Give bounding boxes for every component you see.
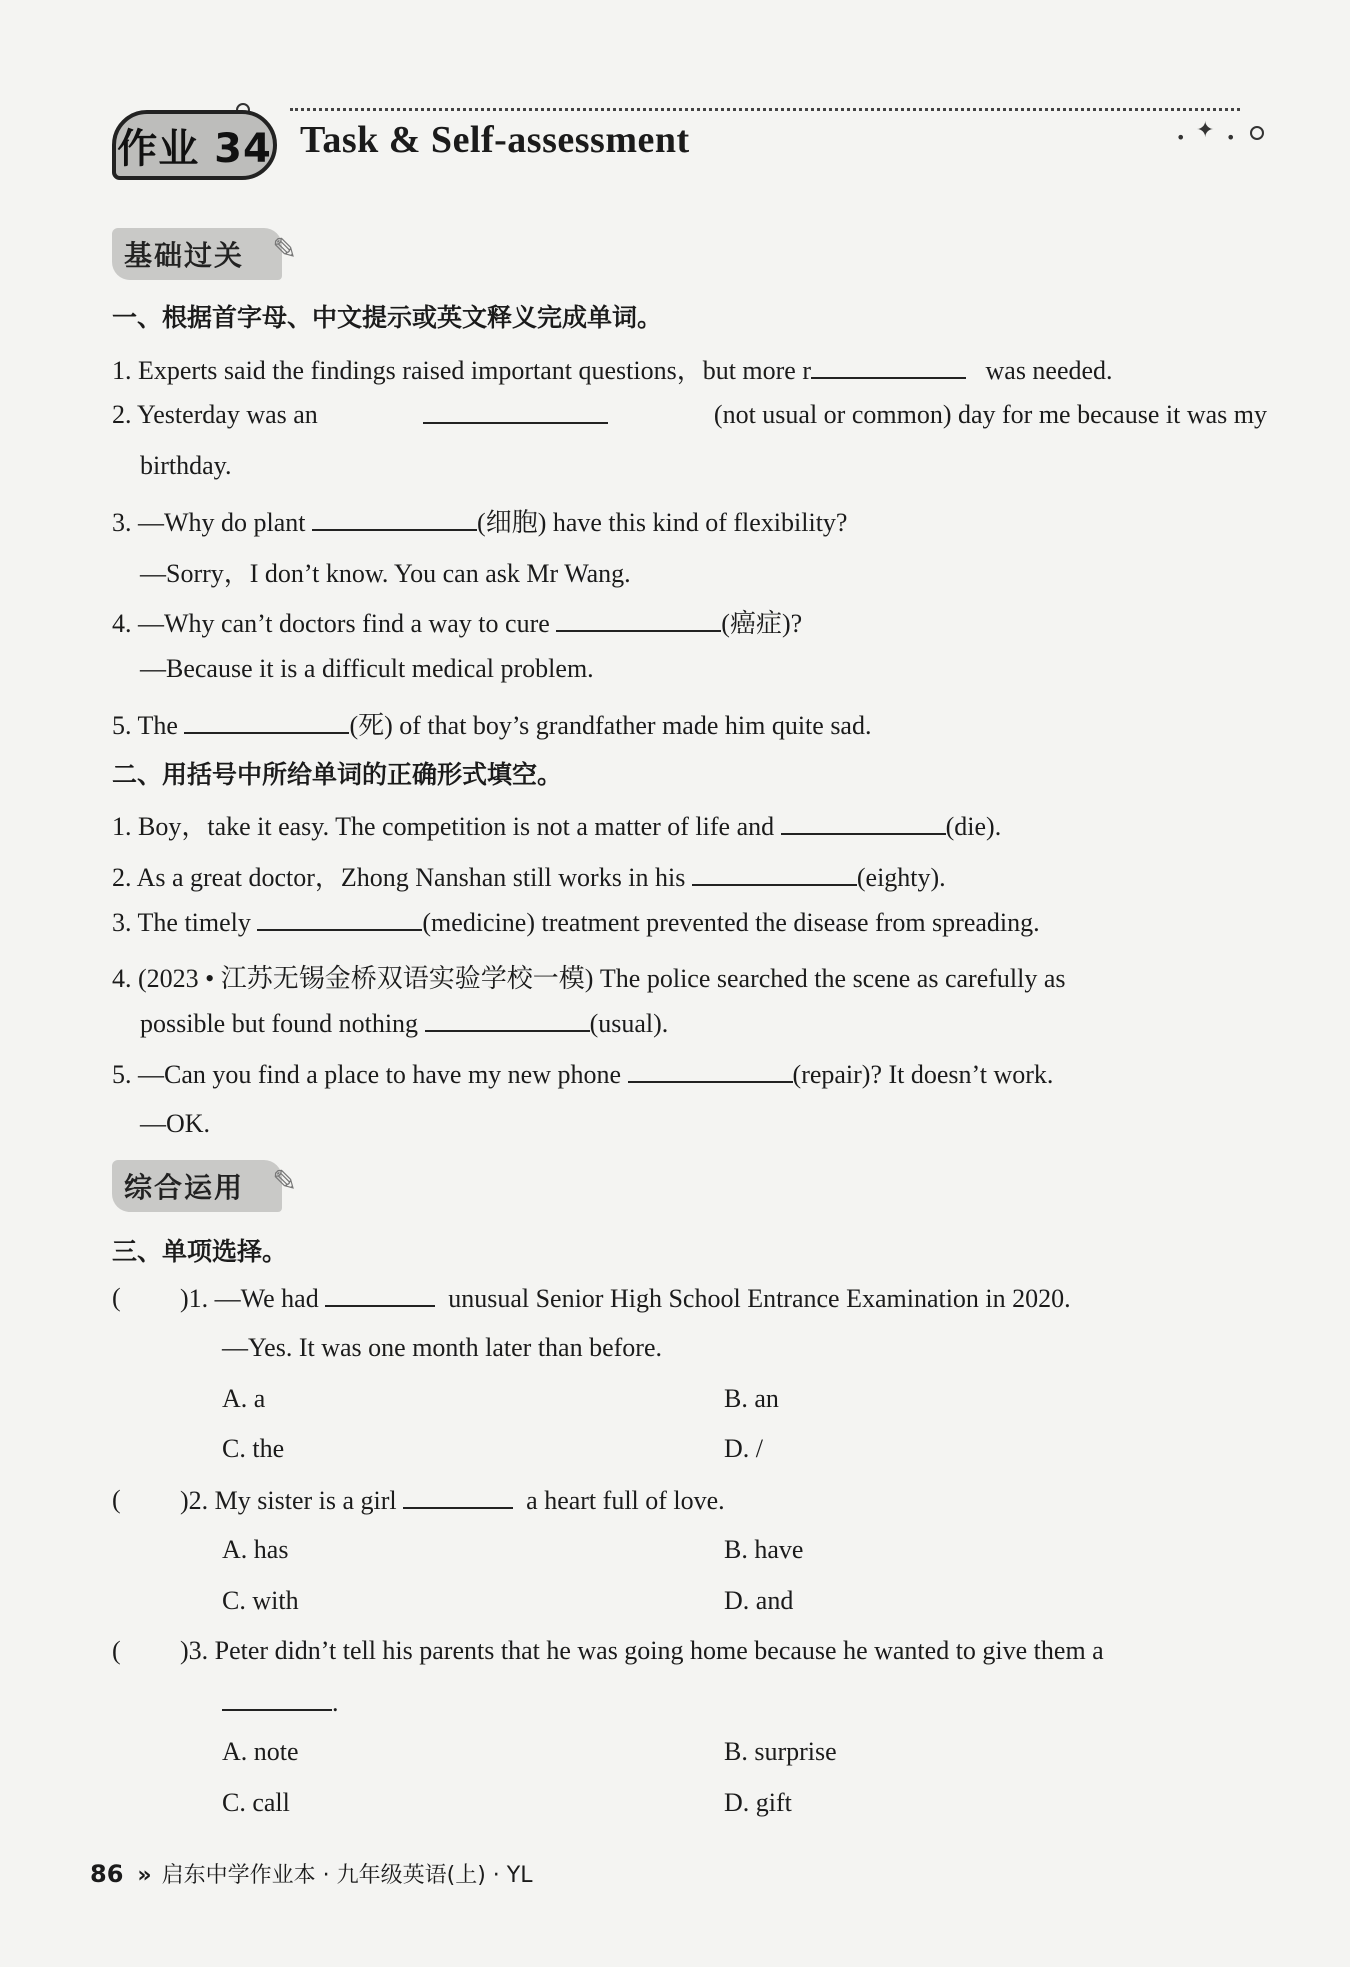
question-text: (死) of that boy’s grandfather made him quite sad.	[349, 711, 872, 740]
option-b[interactable]: B. have	[724, 1535, 804, 1564]
question-text: 4. —Why can’t doctors find a way to cure	[112, 609, 550, 638]
section-title: 综合运用	[124, 1171, 245, 1204]
answer-blank[interactable]	[692, 862, 857, 886]
homework-badge	[112, 110, 277, 180]
answer-blank[interactable]	[781, 811, 946, 835]
option-b[interactable]: B. an	[724, 1384, 779, 1413]
paren[interactable]: (	[112, 1283, 121, 1312]
question-text: 4. (2023 • 江苏无锡金桥双语实验学校一模) The police searched the scene as carefully as	[112, 964, 1066, 993]
answer-blank[interactable]	[184, 710, 349, 734]
sparkle-icon: ✦	[1196, 118, 1215, 143]
part1-heading: 一、根据首字母、中文提示或英文释义完成单词。	[112, 303, 663, 332]
part3-heading: 三、单项选择。	[112, 1237, 288, 1266]
option-d[interactable]: D. /	[724, 1434, 763, 1463]
page-title: Task & Self-assessment	[300, 119, 690, 161]
question-text: (repair)? It doesn’t work.	[792, 1060, 1054, 1089]
question-line	[180, 1283, 1071, 1314]
answer-blank[interactable]	[811, 355, 966, 379]
question-text: —Sorry，I don’t know. You can ask Mr Wang.	[140, 559, 631, 588]
question-text: 2. As a great doctor，Zhong Nanshan still works in his	[112, 863, 686, 892]
question-line	[112, 400, 1267, 430]
answer-blank[interactable]	[257, 907, 422, 931]
question-text: (usual).	[589, 1009, 669, 1038]
option-d[interactable]: D. gift	[724, 1788, 792, 1817]
homework-number: 作业 34	[117, 125, 272, 172]
page-number: 86	[90, 1860, 124, 1888]
question-text: —OK.	[140, 1109, 211, 1138]
question-text: )1. —We had	[180, 1284, 319, 1313]
question-text: 3. —Why do plant	[112, 508, 306, 537]
question-text: (癌症)?	[721, 609, 803, 638]
option-c[interactable]: C. with	[222, 1586, 299, 1615]
option-a[interactable]: A. note	[222, 1737, 299, 1766]
paren[interactable]: (	[112, 1485, 121, 1514]
question-text: a heart full of love.	[526, 1486, 725, 1515]
question-text: 3. The timely	[112, 908, 251, 937]
section-banner-comprehensive	[112, 1160, 282, 1212]
question-text: )3. Peter didn’t tell his parents that he was going home because he wanted to give them a	[180, 1636, 1104, 1665]
dot-icon: •	[1226, 128, 1236, 147]
question-text: (die).	[945, 812, 1002, 841]
option-a[interactable]: A. has	[222, 1535, 289, 1564]
question-line	[112, 857, 946, 894]
question-text: 1. Experts said the findings raised important questions，but more r	[112, 356, 811, 385]
question-text: —Yes. It was one month later than before.	[222, 1333, 662, 1362]
pencil-icon: ✎	[272, 232, 298, 267]
question-line	[140, 1008, 668, 1039]
question-text: (not usual or common) day for me because it was my	[713, 400, 1267, 429]
arrows-icon: »	[137, 1863, 152, 1888]
question-line	[112, 350, 1113, 387]
option-b[interactable]: B. surprise	[724, 1737, 837, 1766]
header-dotted-line	[290, 108, 1240, 111]
question-text: birthday.	[140, 451, 232, 480]
dot-icon: •	[1176, 128, 1186, 147]
question-line	[222, 1687, 339, 1718]
question-text: possible but found nothing	[140, 1009, 419, 1038]
answer-blank[interactable]	[423, 400, 608, 424]
question-text: 2. Yesterday was an	[112, 400, 318, 429]
answer-blank[interactable]	[325, 1283, 435, 1307]
paren[interactable]: (	[112, 1636, 121, 1665]
answer-blank[interactable]	[628, 1059, 793, 1083]
question-text: was needed.	[985, 356, 1113, 385]
section-banner-basic	[112, 228, 282, 280]
question-text: 5. —Can you find a place to have my new phone	[112, 1060, 622, 1089]
answer-blank[interactable]	[556, 608, 721, 632]
part2-heading: 二、用括号中所给单词的正确形式填空。	[112, 760, 563, 789]
answer-blank[interactable]	[403, 1485, 513, 1509]
section-title: 基础过关	[124, 239, 245, 272]
question-line	[112, 1059, 1053, 1090]
header-ring-right	[1250, 126, 1264, 140]
question-line	[112, 502, 847, 539]
option-a[interactable]: A. a	[222, 1384, 266, 1413]
book-title: 启东中学作业本 · 九年级英语(上) · YL	[161, 1863, 533, 1888]
question-text: )2. My sister is a girl	[180, 1486, 397, 1515]
question-line	[112, 705, 871, 742]
question-line	[112, 907, 1040, 938]
question-line	[112, 603, 802, 640]
question-text: (medicine) treatment prevented the disease from spreading.	[422, 908, 1040, 937]
question-text: (细胞) have this kind of flexibility?	[477, 508, 848, 537]
answer-blank[interactable]	[312, 507, 477, 531]
page-footer	[90, 1858, 532, 1889]
question-text: 1. Boy，take it easy. The competition is not a matter of life and	[112, 812, 775, 841]
question-text: (eighty).	[856, 863, 946, 892]
option-c[interactable]: C. call	[222, 1788, 290, 1817]
question-text: unusual Senior High School Entrance Examination in 2020.	[448, 1284, 1071, 1313]
question-text: —Because it is a difficult medical problem.	[140, 654, 594, 683]
answer-blank[interactable]	[222, 1687, 332, 1711]
option-c[interactable]: C. the	[222, 1434, 285, 1463]
answer-blank[interactable]	[425, 1008, 590, 1032]
pencil-icon: ✎	[272, 1164, 298, 1199]
question-line	[112, 806, 1001, 843]
option-d[interactable]: D. and	[724, 1586, 794, 1615]
question-text: .	[332, 1688, 339, 1717]
question-line	[180, 1485, 725, 1516]
question-text: 5. The	[112, 711, 178, 740]
question-line	[112, 958, 1267, 995]
